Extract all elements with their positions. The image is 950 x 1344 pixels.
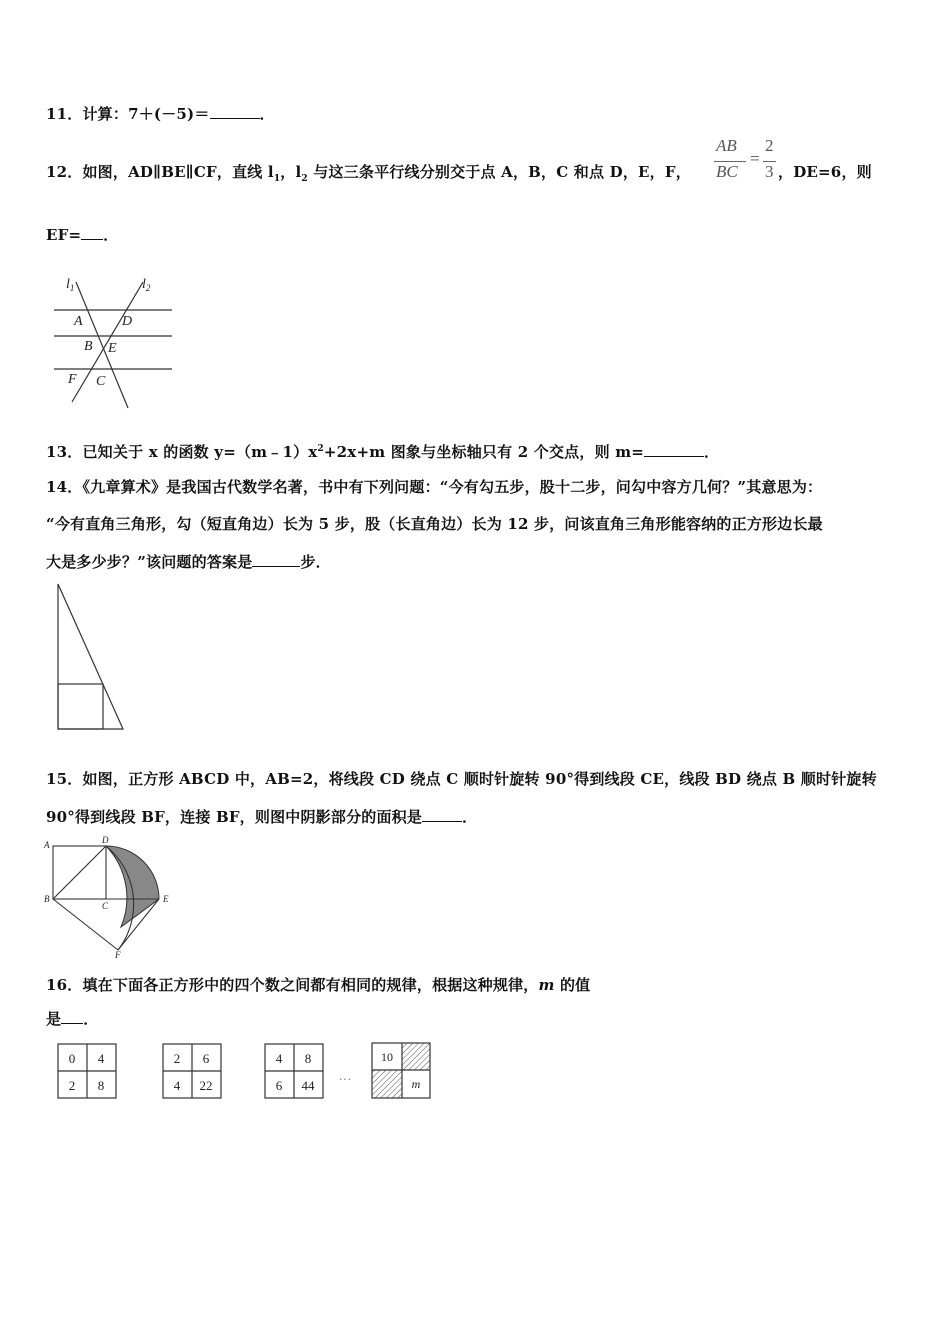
q14-text: 大是多少步？”该问题的答案是 <box>46 553 253 571</box>
cell-value: 2 <box>173 1051 181 1066</box>
q15-line2 <box>46 806 477 827</box>
answer-blank <box>81 225 103 240</box>
q13-suffix: ． <box>704 443 720 461</box>
answer-blank <box>210 104 260 119</box>
frac-ratio-numerator: 2 <box>765 136 774 155</box>
cell-value: 10 <box>381 1050 393 1064</box>
rotation-figure <box>40 832 180 960</box>
label-c: C <box>102 901 109 911</box>
svg-text:l1: $l_1$ <box>66 277 75 293</box>
cell-value: 6 <box>275 1078 283 1093</box>
q16-text-a: 16．填在下面各正方形中的四个数之间都有相同的规律，根据这种规律， <box>46 976 539 994</box>
cell-value: 8 <box>304 1051 312 1066</box>
label-a: A <box>44 840 50 850</box>
q16-text-b: 的值 <box>554 976 591 994</box>
q14-line3 <box>46 551 331 572</box>
q16-line1 <box>46 974 590 995</box>
label-f: F <box>68 372 77 387</box>
cell-value: 4 <box>97 1051 105 1066</box>
cell-value: 8 <box>97 1078 105 1093</box>
answer-blank <box>644 442 704 457</box>
label-a: A <box>74 314 83 329</box>
q11-suffix: ． <box>259 105 275 123</box>
label-d: D <box>122 314 133 329</box>
q12-suffix: ． <box>103 226 119 244</box>
q12-ef: EF= <box>46 226 82 244</box>
q13-sup: 2 <box>317 444 324 454</box>
cell-value: 4 <box>173 1078 181 1093</box>
frac-denominator: BC <box>716 162 738 181</box>
parallel-lines-figure <box>48 268 178 413</box>
q11 <box>46 103 275 124</box>
answer-blank <box>252 552 300 567</box>
cell-value: 6 <box>202 1051 210 1066</box>
svg-text:l2: $l_2$ <box>142 277 151 293</box>
q12-line2 <box>46 224 118 245</box>
inscribed-square <box>58 684 103 729</box>
q14-line2: “今有直角三角形，勾（短直角边）长为 5 步，股（长直角边）长为 12 步，问该直角三角形能容纳的正方形边长最 <box>46 515 823 533</box>
q16-suffix: ． <box>83 1010 99 1028</box>
q16-line2 <box>46 1008 98 1029</box>
q14-line1: 14．《九章算术》是我国古代数学名著，书中有下列问题：“今有勾五步，股十二步，问勾中容方几何？”其意思为： <box>46 478 823 496</box>
q12-line1-end: ，DE=6，则 <box>778 163 872 181</box>
label-b: B <box>84 339 93 354</box>
label-f: F <box>115 950 121 960</box>
q13-text-a: 13．已知关于 x 的函数 y=（m﹣1）x <box>46 443 318 461</box>
answer-blank <box>61 1009 83 1024</box>
cell-value: 0 <box>68 1051 76 1066</box>
segment-bf <box>53 899 118 950</box>
label-d: D <box>102 835 109 845</box>
q16-text: 是 <box>46 1010 62 1028</box>
label-c: C <box>96 374 106 389</box>
q13 <box>46 441 719 462</box>
right-triangle <box>58 584 123 729</box>
cell-value: 44 <box>301 1078 315 1093</box>
q12-text-a: 12．如图，AD∥BE∥CF，直线 l <box>46 163 274 181</box>
triangle-square-figure <box>55 580 130 735</box>
q12-text-b: ，l <box>280 163 302 181</box>
cell-m: m <box>411 1077 421 1091</box>
q15-text: 90°得到线段 BF，连接 BF，则图中阴影部分的面积是 <box>46 808 423 826</box>
answer-blank <box>422 807 462 822</box>
q12-text-c: 与这三条平行线分别交于点 A，B，C 和点 D，E，F， <box>307 163 691 181</box>
label-b: B <box>44 894 50 904</box>
q13-text-b: +2x+m 图象与坐标轴只有 2 个交点，则 m= <box>323 443 645 461</box>
q15-suffix: ． <box>462 808 478 826</box>
frac-numerator: AB <box>716 136 737 155</box>
q12-sub1: 1 <box>273 174 281 184</box>
diagonal-bd <box>53 846 106 899</box>
q16-m: m <box>538 976 555 994</box>
q15-line1: 15．如图，正方形 ABCD 中，AB=2，将线段 CD 绕点 C 顺时针旋转 90°得到线段 CE，线段 BD 绕点 B 顺时针旋转 <box>46 770 877 788</box>
cell-value: 22 <box>199 1078 213 1093</box>
label-e: E <box>108 341 117 356</box>
q11-text: 11．计算：7＋(－5)＝ <box>46 105 210 123</box>
frac-ratio-denominator: 3 <box>765 162 774 181</box>
q12-line1 <box>46 161 691 184</box>
q12-sub2: 2 <box>301 174 308 184</box>
ellipsis: … <box>338 1068 352 1083</box>
number-grids <box>50 1038 450 1106</box>
label-e: E <box>163 894 169 904</box>
cell-value: 4 <box>275 1051 283 1066</box>
cell-value: 2 <box>68 1078 76 1093</box>
q14-suffix: 步． <box>300 553 331 571</box>
frac-equals: = <box>750 149 760 168</box>
